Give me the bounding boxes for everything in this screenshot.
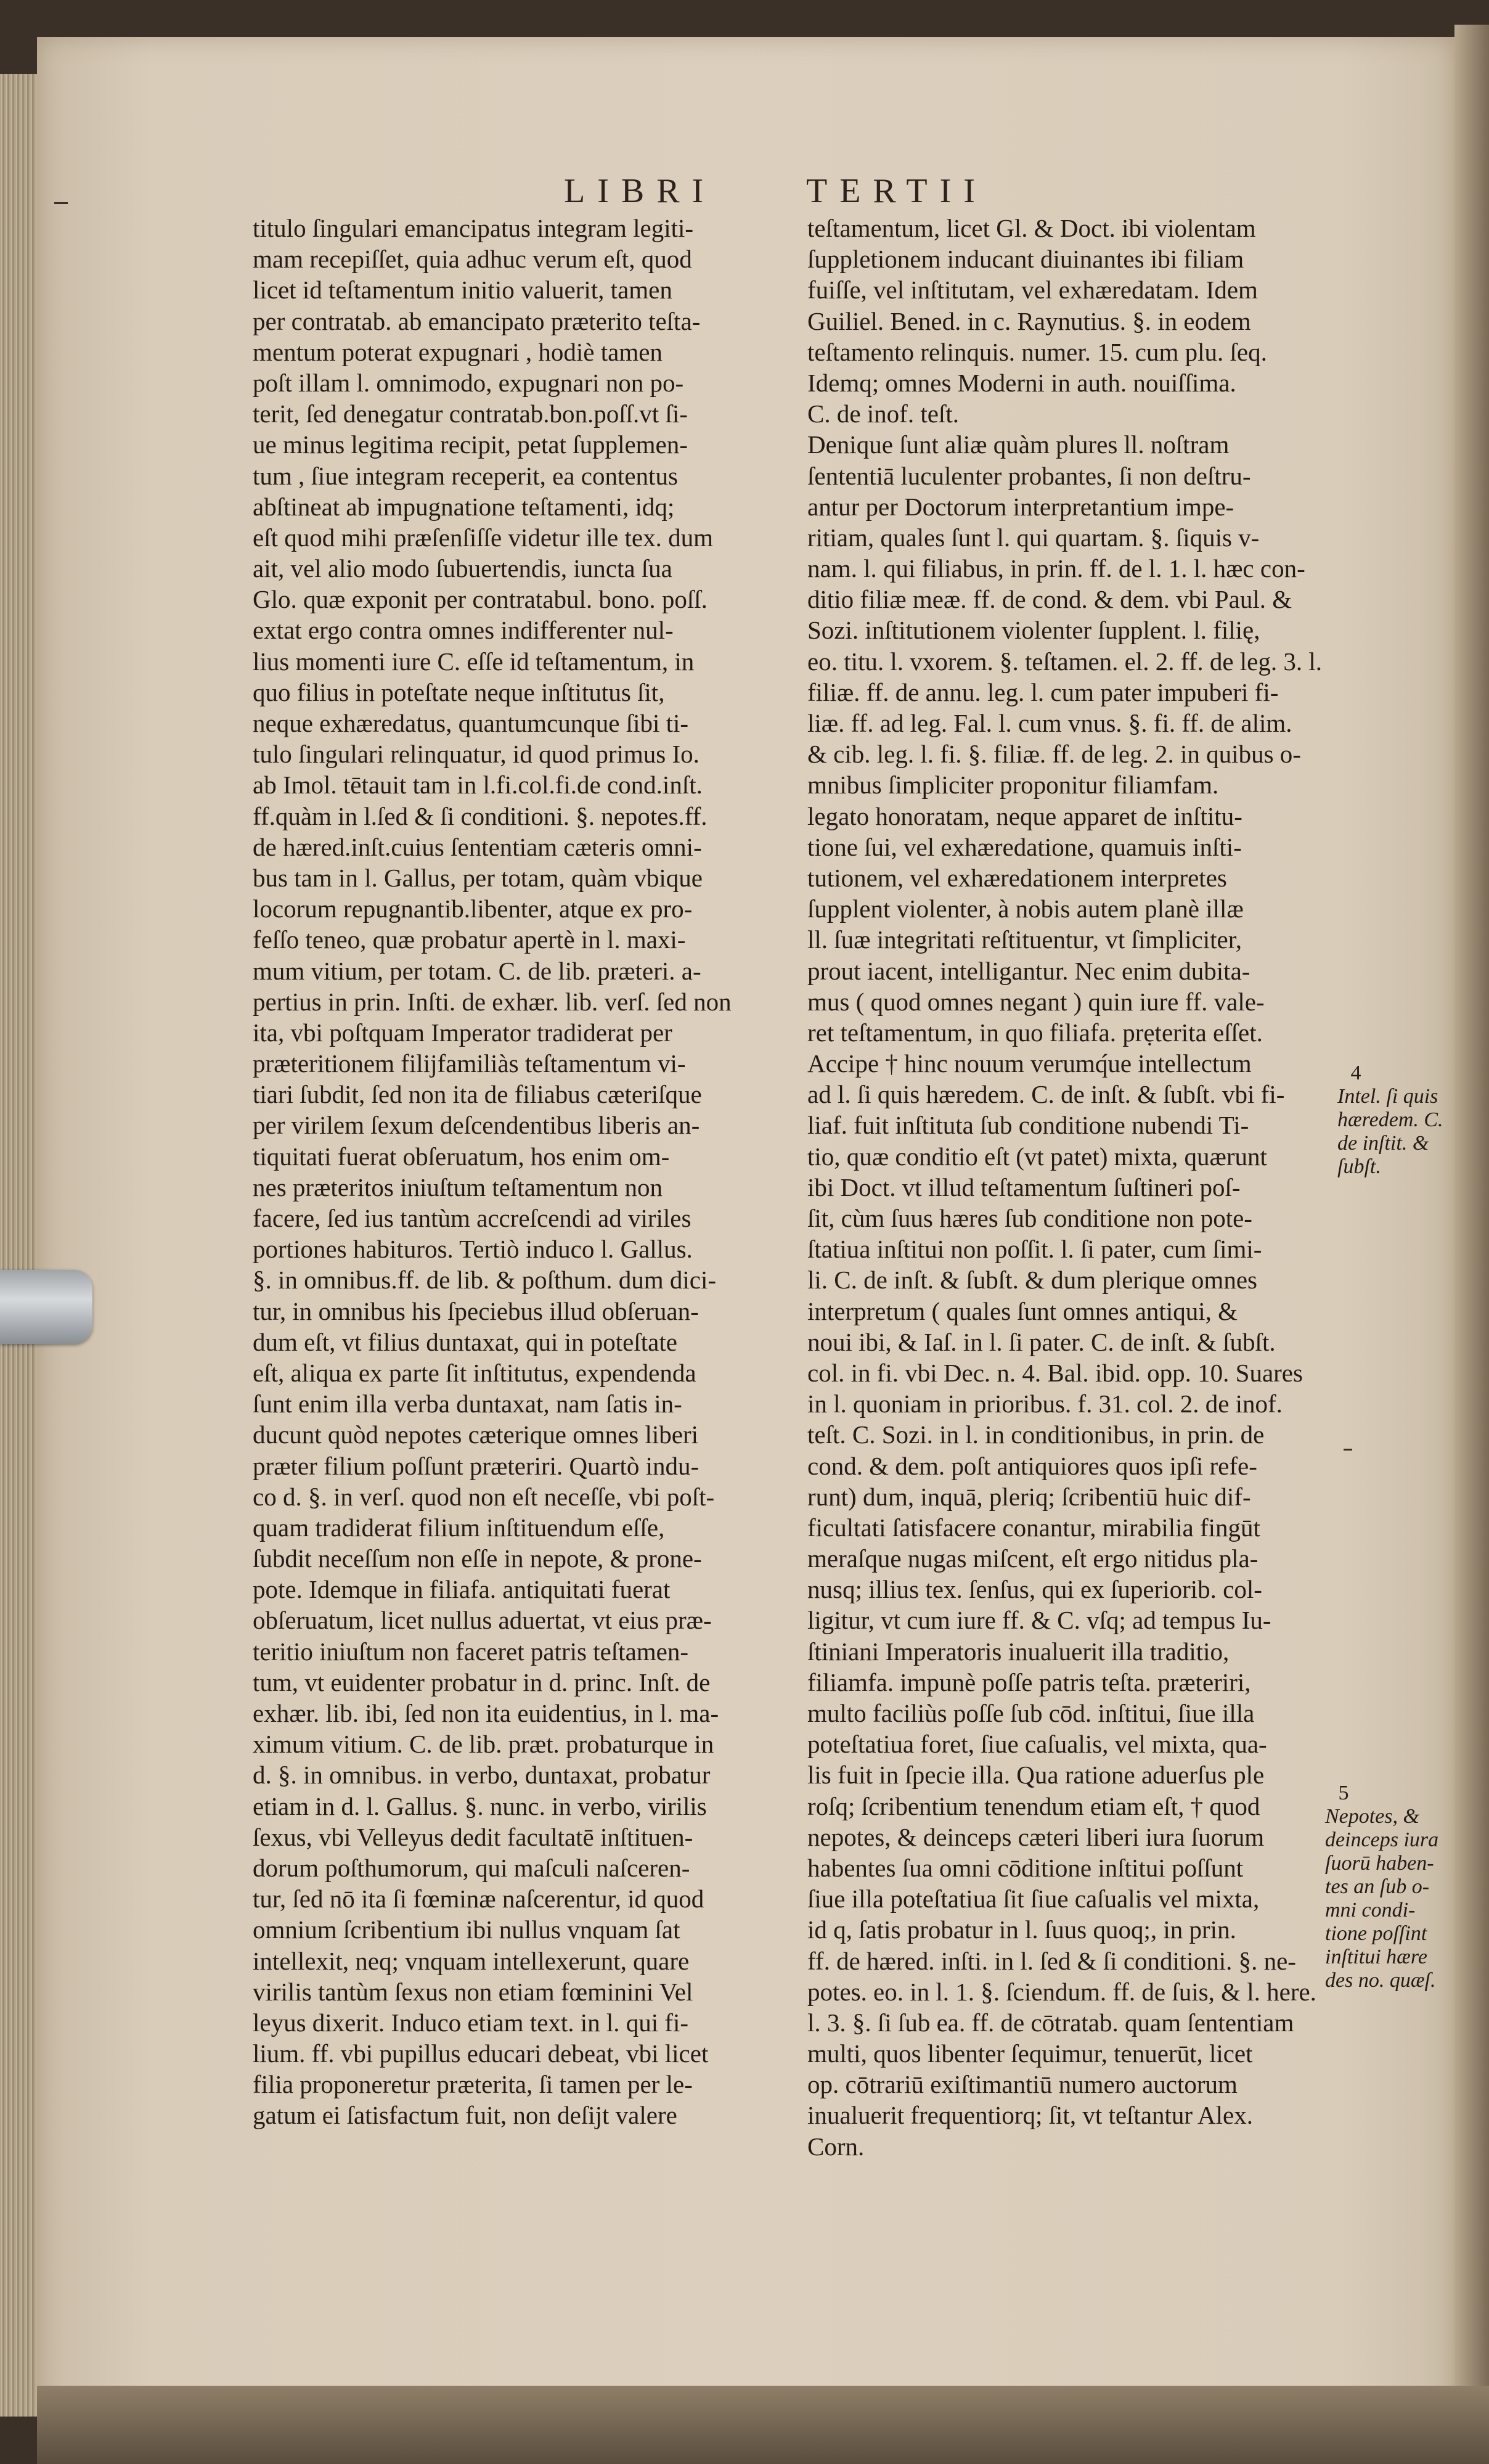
- margin-note-line: tes an ſub o-: [1325, 1875, 1430, 1898]
- text-line: pertius in prin. Inſti. de exhær. lib. verſ. ſed non: [253, 987, 732, 1016]
- text-line: tiari ſubdit, ſed non ita de filiabus cæteriſque: [253, 1080, 702, 1109]
- margin-note-line: tione poſſint: [1325, 1922, 1427, 1945]
- text-line: titulo ſingulari emancipatus integram legiti-: [253, 214, 694, 242]
- text-line: ab Imol. tētauit tam in l.fi.col.fi.de cond.inſt.: [253, 771, 703, 800]
- metal-clip: [0, 1270, 92, 1344]
- text-line: l. 3. §. ſi ſub ea. ff. de cōtratab. quam ſententiam: [807, 2008, 1294, 2037]
- text-line: ret teſtamentum, in quo filiafa. prẹterita eſſet.: [807, 1018, 1263, 1047]
- text-line: dum eſt, vt filius duntaxat, qui in poteſtate: [253, 1327, 677, 1356]
- text-line: Denique ſunt aliæ quàm plures ll. noſtram: [807, 430, 1230, 459]
- text-line: intellexit, neq; vnquam intellexerunt, quare: [253, 1946, 690, 1975]
- text-line: ſtiniani Imperatoris inualuerit illa traditio,: [807, 1637, 1230, 1666]
- text-line: Corn.: [807, 2132, 865, 2161]
- text-line: obſeruatum, licet nullus aduertat, vt eius præ-: [253, 1606, 712, 1635]
- text-line: ll. ſuæ integritati reſtituentur, vt ſimpliciter,: [807, 925, 1242, 954]
- text-line: eſt quod mihi præſenſiſſe videtur ille tex. dum: [253, 523, 713, 552]
- margin-note-number: 4: [1350, 1062, 1361, 1084]
- margin-note-line: Intel. ſi quis: [1337, 1085, 1438, 1108]
- text-line: ff.quàm in l.ſed & ſi conditioni. §. nepotes.ff.: [253, 801, 708, 830]
- text-line: meraſque nugas miſcent, eſt ergo nitidus pla-: [807, 1544, 1259, 1573]
- right-text-column: [807, 213, 1331, 2162]
- text-line: co d. §. in verſ. quod non eſt neceſſe, vbi poſt-: [253, 1482, 715, 1511]
- text-line: quam tradiderat filium inſtituendum eſſe,: [253, 1513, 665, 1542]
- text-line: præteritionem filijfamiliàs teſtamentum vi-: [253, 1049, 686, 1078]
- text-line: multo faciliùs poſſe ſub cōd. inſtitui, ſiue illa: [807, 1699, 1255, 1727]
- text-line: ſupplent violenter, à nobis autem planè illæ: [807, 894, 1244, 923]
- text-line: mum vitium, per totam. C. de lib. præteri. a-: [253, 956, 701, 985]
- text-line: teſtamento relinquis. numer. 15. cum plu. ſeq.: [807, 337, 1267, 366]
- text-line: abſtineat ab impugnatione teſtamenti, idq;: [253, 492, 675, 521]
- text-line: col. in fi. vbi Dec. n. 4. Bal. ibid. opp. 10. Suares: [807, 1358, 1303, 1387]
- text-line: mentum poterat expugnari , hodiè tamen: [253, 337, 663, 366]
- text-line: lius momenti iure C. eſſe id teſtamentum, in: [253, 647, 695, 676]
- margin-note-line: ſuorū haben-: [1325, 1852, 1434, 1875]
- text-line: Idemq; omnes Moderni in auth. nouiſſima.: [807, 368, 1236, 397]
- text-line: gatum ei ſatisfactum fuit, non deſijt valere: [253, 2101, 677, 2130]
- text-line: d. §. in omnibus. in verbo, duntaxat, probatur: [253, 1761, 711, 1790]
- text-line: per contratab. ab emancipato præterito teſta-: [253, 306, 701, 335]
- text-line: pote. Idemque in filiafa. antiquitati fuerat: [253, 1575, 671, 1604]
- text-line: licet id teſtamentum initio valuerit, tamen: [253, 276, 672, 305]
- text-line: ſunt enim illa verba duntaxat, nam ſatis in-: [253, 1390, 682, 1418]
- running-header: [0, 171, 1489, 215]
- text-line: nam. l. qui filiabus, in prin. ff. de l. 1. l. hæc con-: [807, 554, 1305, 583]
- text-line: ſubdit neceſſum non eſſe in nepote, & prone-: [253, 1544, 702, 1573]
- header-left: LIBRI: [564, 172, 716, 210]
- text-line: lium. ff. vbi pupillus educari debeat, vbi licet: [253, 2039, 709, 2068]
- text-line: ſiue illa poteſtatiua ſit ſiue caſualis vel mixta,: [807, 1885, 1260, 1913]
- text-line: ff. de hæred. inſti. in l. ſed & ſi conditioni. §. ne-: [807, 1946, 1296, 1975]
- text-line: neque exhæredatus, quantumcunque ſibi ti-: [253, 709, 689, 737]
- margin-note-line: des no. quæſ.: [1325, 1969, 1436, 1992]
- text-line: ſit, cùm ſuus hæres ſub conditione non pote-: [807, 1204, 1252, 1232]
- text-line: nusq; illius tex. ſenſus, qui ex ſuperiorib. col-: [807, 1575, 1262, 1604]
- text-line: locorum repugnantib.libenter, atque ex pro-: [253, 894, 693, 923]
- text-line: filiamfa. impunè poſſe patris teſta. præteriri,: [807, 1668, 1251, 1697]
- text-line: tulo ſingulari relinquatur, id quod primus Io.: [253, 740, 700, 769]
- text-line: nepotes, & deinceps cæteri liberi iura ſuorum: [807, 1822, 1265, 1851]
- text-line: cond. & dem. poſt antiquiores quos ipſi refe-: [807, 1451, 1257, 1480]
- text-line: tiquitati fuerat obſeruatum, hos enim om-: [253, 1142, 670, 1171]
- text-line: tione ſui, vel exhæredatione, quamuis inſti-: [807, 832, 1242, 861]
- text-line: mam recepiſſet, quia adhuc verum eſt, quod: [253, 245, 692, 274]
- text-line: in l. quoniam in prioribus. f. 31. col. 2. de inof.: [807, 1390, 1283, 1418]
- text-line: potes. eo. in l. 1. §. ſciendum. ff. de ſuis, & l. here.: [807, 1977, 1316, 2006]
- text-line: ait, vel alio modo ſubuertendis, iuncta ſua: [253, 554, 672, 583]
- text-line: teritio iniuſtum non faceret patris teſtamen-: [253, 1637, 689, 1666]
- text-line: ue minus legitima recipit, petat ſupplemen-: [253, 430, 688, 459]
- left-text-column: [253, 213, 777, 2131]
- margin-note-line: deinceps iura: [1325, 1828, 1439, 1851]
- text-line: §. in omnibus.ff. de lib. & poſthum. dum dici-: [253, 1266, 717, 1295]
- text-line: runt) dum, inquā, pleriq; ſcribentiū huic dif-: [807, 1482, 1251, 1511]
- text-line: teſt. C. Sozi. in l. in conditionibus, in prin. de: [807, 1420, 1265, 1449]
- margin-note-line: inſtitui hære: [1325, 1946, 1427, 1968]
- text-line: ſententiā luculenter probantes, ſi non deſtru-: [807, 461, 1251, 490]
- text-line: poteſtatiua foret, ſiue caſualis, vel mixta, qua-: [807, 1730, 1267, 1759]
- text-line: ditio filiæ meæ. ff. de cond. & dem. vbi Paul. &: [807, 585, 1292, 614]
- margin-note-line: ſubſt.: [1337, 1155, 1381, 1178]
- text-line: bus tam in l. Gallus, per totam, quàm vbique: [253, 863, 703, 892]
- text-line: ita, vbi poſtquam Imperator tradiderat per: [253, 1018, 672, 1047]
- text-line: ſexus, vbi Velleyus dedit facultatē inſtituen-: [253, 1822, 693, 1851]
- text-line: op. cōtrariū exiſtimantiū numero auctorum: [807, 2070, 1238, 2099]
- text-line: eſt, aliqua ex parte ſit inſtitutus, expendenda: [253, 1358, 696, 1387]
- text-line: C. de inof. teſt.: [807, 399, 959, 428]
- text-line: dorum poſthumorum, qui maſculi naſceren-: [253, 1853, 690, 1882]
- text-line: liaf. fuit inſtituta ſub conditione nubendi Ti-: [807, 1111, 1249, 1140]
- text-line: nes præteritos iniuſtum teſtamentum non: [253, 1173, 663, 1201]
- text-line: mnibus ſimpliciter proponitur filiamfam.: [807, 771, 1219, 800]
- text-line: poſt illam l. omnimodo, expugnari non po-: [253, 368, 684, 397]
- text-line: portiones habituros. Tertiò induco l. Gallus.: [253, 1235, 693, 1264]
- text-line: quo filius in poteſtate neque inſtitutus ſit,: [253, 677, 665, 706]
- text-line: legato honoratam, neque apparet de inſtitu-: [807, 801, 1242, 830]
- text-line: virilis tantùm ſexus non etiam fœminini Vel: [253, 1977, 693, 2006]
- margin-note-4: [1337, 1062, 1461, 1179]
- text-line: ibi Doct. vt illud teſtamentum ſuſtineri poſ-: [807, 1173, 1241, 1201]
- margin-tick: [1344, 1449, 1352, 1451]
- text-line: ligitur, vt cum iure ff. & C. vſq; ad tempus Iu-: [807, 1606, 1271, 1635]
- text-line: inualuerit frequentiorq; ſit, vt teſtantur Alex.: [807, 2101, 1254, 2130]
- text-line: Guiliel. Bened. in c. Raynutius. §. in eodem: [807, 306, 1251, 335]
- text-line: habentes ſua omni cōditione inſtitui poſſunt: [807, 1853, 1244, 1882]
- text-line: ducunt quòd nepotes cæterique omnes liberi: [253, 1420, 699, 1449]
- text-line: liæ. ff. ad leg. Fal. l. cum vnus. §. fi. ff. de alim.: [807, 709, 1292, 737]
- text-line: ficultati ſatisfacere conantur, mirabilia fingūt: [807, 1513, 1260, 1542]
- text-line: & cib. leg. l. fi. §. filiæ. ff. de leg. 2. in quibus o-: [807, 740, 1301, 769]
- text-line: Accipe † hinc nouum verumq́ue intellectum: [807, 1049, 1252, 1078]
- text-line: tutionem, vel exhæredationem interpretes: [807, 863, 1227, 892]
- margin-note-5: [1325, 1782, 1461, 1992]
- text-line: Glo. quæ exponit per contratabul. bono. poſſ.: [253, 585, 708, 614]
- text-line: fuiſſe, vel inſtitutam, vel exhæredatam. Idem: [807, 276, 1258, 305]
- text-line: ad l. ſi quis hæredem. C. de inſt. & ſubſt. vbi fi-: [807, 1080, 1285, 1109]
- text-line: mus ( quod omnes negant ) quin iure ff. vale-: [807, 987, 1265, 1016]
- text-line: extat ergo contra omnes indifferenter nul-: [253, 616, 674, 645]
- margin-note-number: 5: [1338, 1782, 1349, 1804]
- right-page-edge: [1454, 25, 1489, 2441]
- text-line: Sozi. inſtitutionem violenter ſupplent. l. filię,: [807, 616, 1260, 645]
- text-line: filia proponeretur præterita, ſi tamen per le-: [253, 2070, 693, 2099]
- text-line: tio, quæ conditio eſt (vt patet) mixta, quærunt: [807, 1142, 1267, 1171]
- text-line: id q, ſatis probatur in l. ſuus quoq;, in prin.: [807, 1915, 1236, 1944]
- text-line: de hæred.inſt.cuius ſententiam cæteris omni-: [253, 832, 702, 861]
- text-line: li. C. de inſt. & ſubſt. & dum plerique omnes: [807, 1266, 1257, 1295]
- text-line: teſtamentum, licet Gl. & Doct. ibi violentam: [807, 214, 1256, 242]
- text-line: tur, in omnibus his ſpeciebus illud obſeruan-: [253, 1296, 699, 1325]
- text-line: leyus dixerit. Induco etiam text. in l. qui fi-: [253, 2008, 689, 2037]
- text-line: præter filium poſſunt præteriri. Quartò indu-: [253, 1451, 700, 1480]
- text-line: etiam in d. l. Gallus. §. nunc. in verbo, virilis: [253, 1791, 707, 1820]
- text-line: eo. titu. l. vxorem. §. teſtamen. el. 2. ff. de leg. 3. l.: [807, 647, 1322, 676]
- text-line: lis fuit in ſpecie illa. Qua ratione aduerſus ple: [807, 1761, 1265, 1790]
- text-line: ximum vitium. C. de lib. præt. probaturque in: [253, 1730, 714, 1759]
- margin-note-line: hæredem. C.: [1337, 1108, 1443, 1131]
- text-line: ritiam, quales ſunt l. qui quartam. §. ſiquis v-: [807, 523, 1260, 552]
- text-line: noui ibi, & Iaſ. in l. ſi pater. C. de inſt. & ſubſt.: [807, 1327, 1276, 1356]
- text-line: per virilem ſexum deſcendentibus liberis an-: [253, 1111, 700, 1140]
- text-line: filiæ. ff. de annu. leg. l. cum pater impuberi fi-: [807, 677, 1279, 706]
- text-line: antur per Doctorum interpretantium impe-: [807, 492, 1234, 521]
- text-line: tur, ſed nō ita ſi fœminæ naſcerentur, id quod: [253, 1885, 704, 1913]
- text-line: ſuppletionem inducant diuinantes ibi filiam: [807, 245, 1244, 274]
- text-line: facere, ſed ius tantùm accreſcendi ad viriles: [253, 1204, 691, 1232]
- text-line: interpretum ( quales ſunt omnes antiqui, &: [807, 1296, 1238, 1325]
- header-right: TERTII: [806, 172, 987, 210]
- text-line: omnium ſcribentium ibi nullus vnquam ſat: [253, 1915, 680, 1944]
- text-line: tum, vt euidenter probatur in d. princ. Inſt. de: [253, 1668, 711, 1697]
- text-line: terit, ſed denegatur contratab.bon.poſſ.vt ſi-: [253, 399, 688, 428]
- page-bottom-edge: [37, 2386, 1489, 2464]
- text-line: tum , ſiue integram receperit, ea contentus: [253, 461, 678, 490]
- text-line: feſſo teneo, quæ probatur apertè in l. maxi-: [253, 925, 686, 954]
- text-line: ſtatiua inſtitui non poſſit. l. ſi pater, cum ſimi-: [807, 1235, 1262, 1264]
- margin-note-line: Nepotes, &: [1325, 1805, 1419, 1828]
- text-line: prout iacent, intelligantur. Nec enim dubita-: [807, 956, 1250, 985]
- text-line: roſq; ſcribentium tenendum etiam eſt, † quod: [807, 1791, 1260, 1820]
- margin-note-line: mni condi-: [1325, 1899, 1416, 1922]
- text-line: multi, quos libenter ſequimur, tenuerūt, licet: [807, 2039, 1253, 2068]
- margin-note-line: de inſtit. &: [1337, 1132, 1429, 1155]
- text-line: exhær. lib. ibi, ſed non ita euidentius, in l. ma-: [253, 1699, 719, 1727]
